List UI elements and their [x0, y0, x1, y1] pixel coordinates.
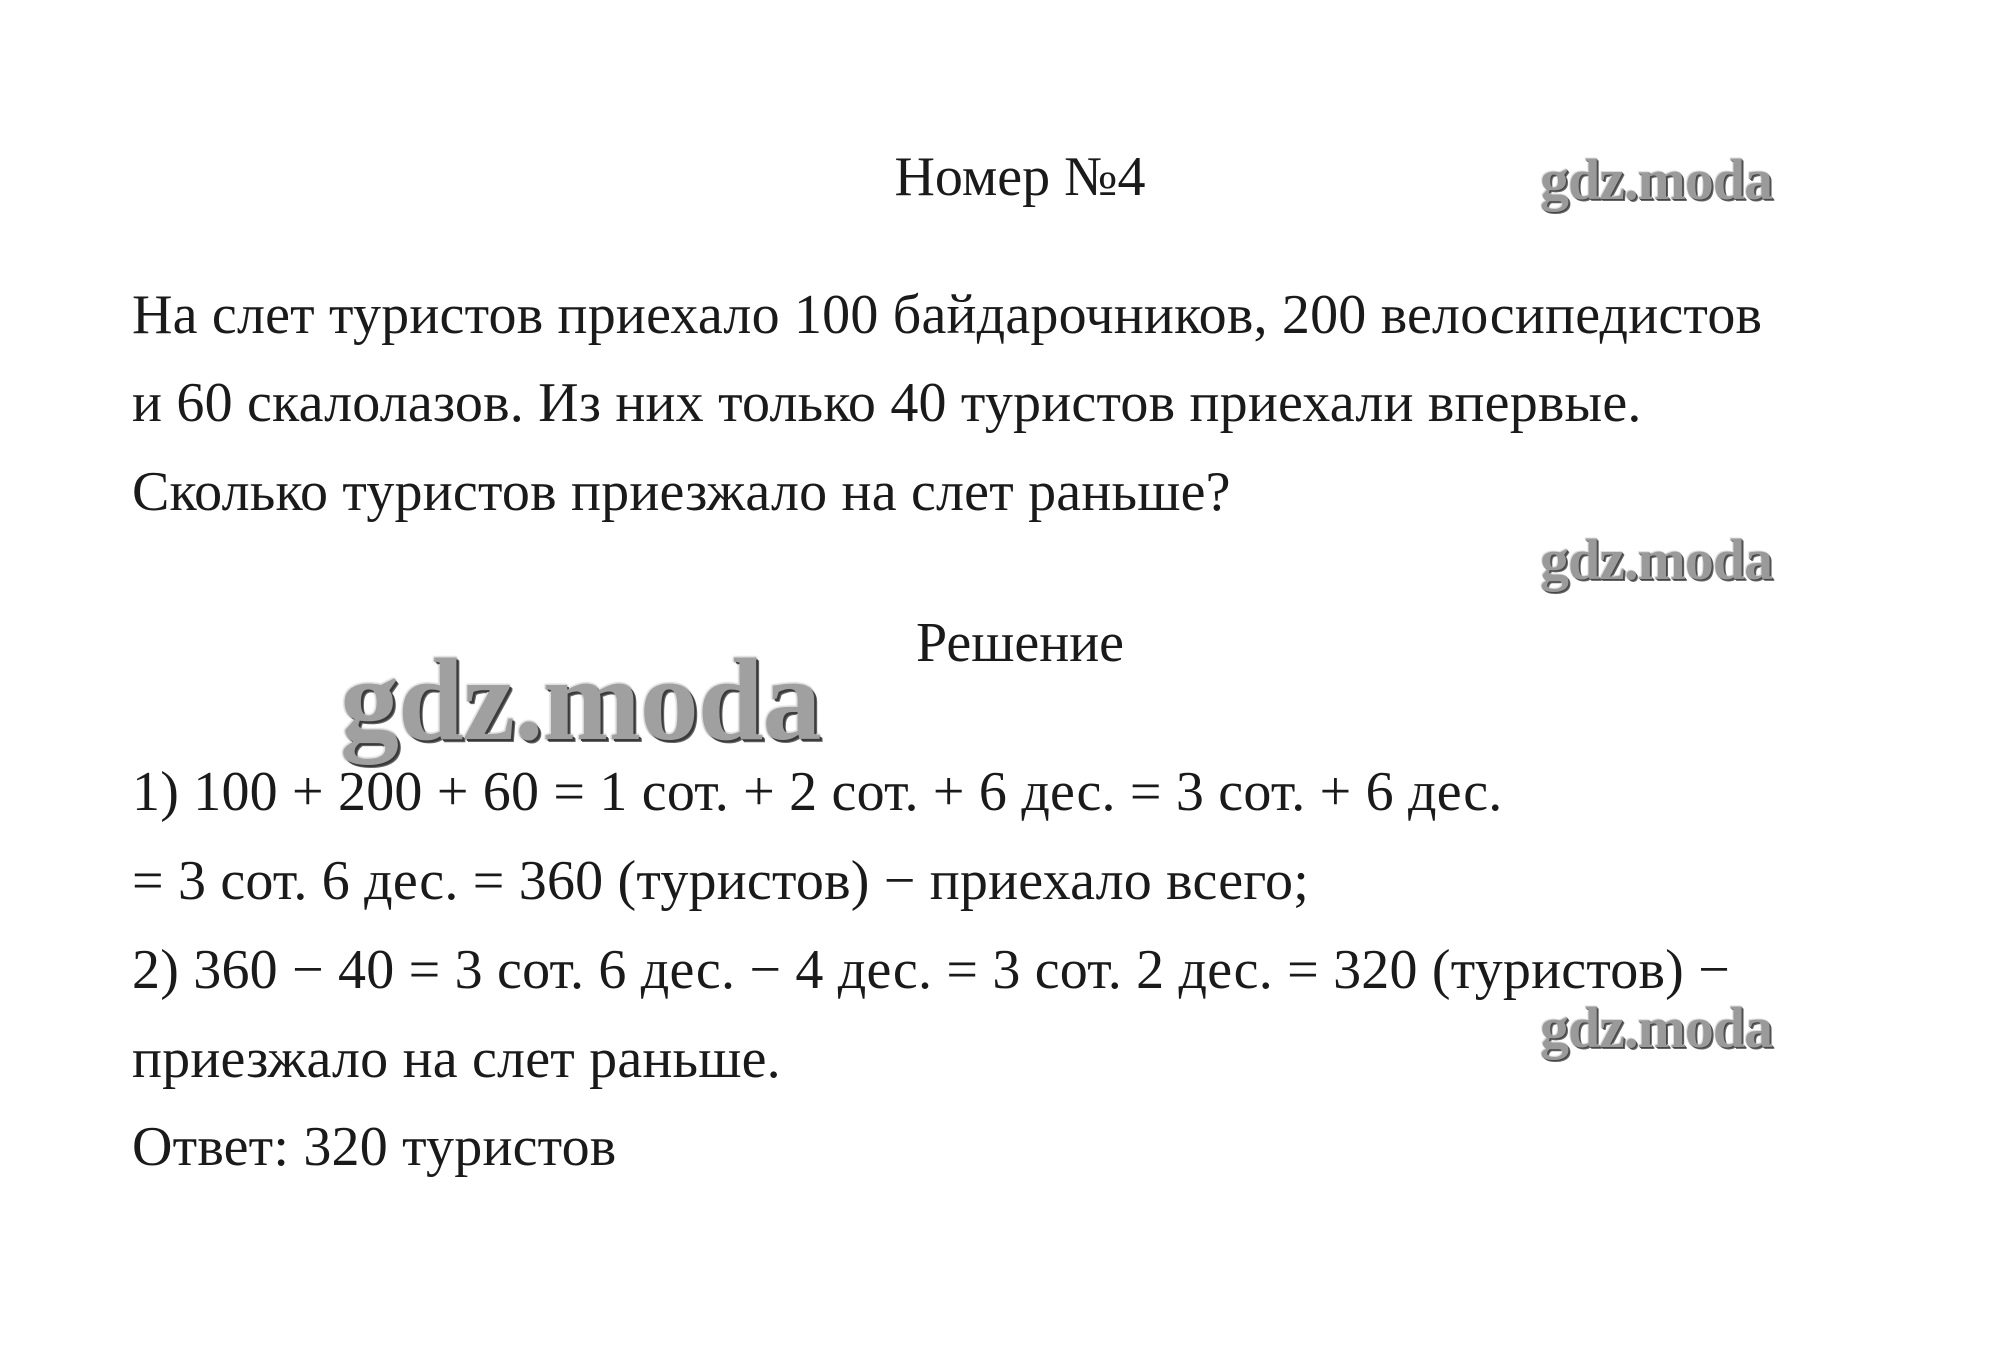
problem-line-1: На слет туристов приехало 100 байдарочников, 200 велосипедистов	[132, 284, 1763, 346]
solution-line-4: приезжало на слет раньше.	[132, 1028, 781, 1090]
problem-line-2: и 60 скалолазов. Из них только 40 туристов приехали впервые.	[132, 372, 1642, 434]
problem-line-3: Сколько туристов приезжало на слет раньше?	[132, 461, 1231, 523]
solution-line-3: 2) 360 − 40 = 3 сот. 6 дес. − 4 дес. = 3 сот. 2 дес. = 320 (туристов) −	[132, 939, 1730, 1001]
watermark-large: gdz.moda	[340, 634, 821, 765]
watermark-middle: gdz.moda	[1540, 527, 1773, 592]
watermark-bottom: gdz.moda	[1540, 995, 1773, 1060]
watermark-top: gdz.moda	[1540, 147, 1773, 212]
page-title: Номер №4	[894, 146, 1146, 208]
solution-line-2: = 3 сот. 6 дес. = 360 (туристов) − приехало всего;	[132, 850, 1310, 912]
solution-title: Решение	[915, 612, 1125, 674]
answer-line: Ответ: 320 туристов	[132, 1116, 617, 1178]
solution-line-1: 1) 100 + 200 + 60 = 1 сот. + 2 сот. + 6 дес. = 3 сот. + 6 дес.	[132, 761, 1503, 823]
